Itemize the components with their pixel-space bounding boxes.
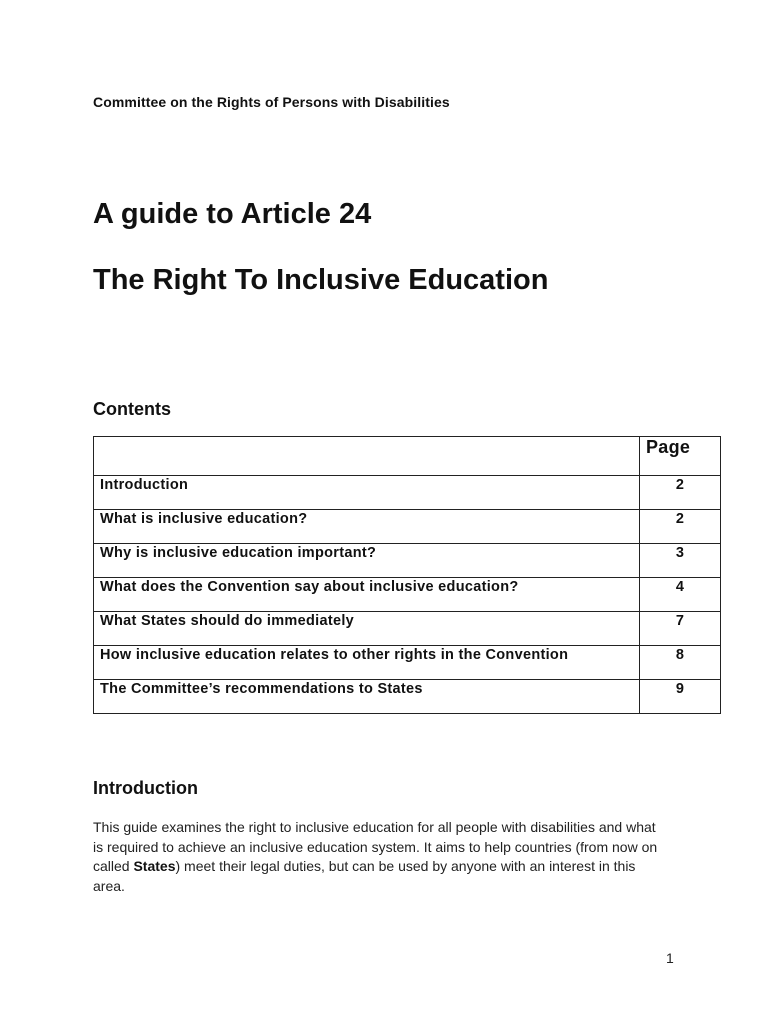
contents-entry-page: 7 [640, 612, 721, 646]
page-column-header: Page [646, 437, 691, 457]
contents-entry-label: What States should do immediately [94, 612, 640, 646]
contents-entry-page: 3 [640, 544, 721, 578]
committee-name: Committee on the Rights of Persons with Disabilities [93, 94, 450, 110]
contents-entry-label: How inclusive education relates to other rights in the Convention [94, 646, 640, 680]
contents-entry-label: The Committee’s recommendations to States [94, 680, 640, 714]
page-number: 1 [666, 950, 674, 966]
introduction-bold-term: States [133, 858, 176, 874]
contents-row [94, 646, 721, 680]
contents-row [94, 476, 721, 510]
introduction-paragraph [93, 818, 663, 896]
contents-header-label-cell [94, 437, 640, 476]
contents-header-page-cell [640, 437, 721, 476]
contents-entry-label: Introduction [94, 476, 640, 510]
document-subtitle: The Right To Inclusive Education [93, 264, 549, 296]
contents-entry-page: 4 [640, 578, 721, 612]
contents-row [94, 510, 721, 544]
contents-entry-label: What is inclusive education? [94, 510, 640, 544]
introduction-heading: Introduction [93, 778, 198, 798]
contents-entry-page: 9 [640, 680, 721, 714]
contents-entry-page: 2 [640, 476, 721, 510]
contents-header-row [94, 437, 721, 476]
contents-entry-page: 2 [640, 510, 721, 544]
introduction-text-before: This guide examines the right to inclusive education for all people with disabilities and what is required to achieve an inclusive education system. It aims to help countries (from now on called [93, 819, 658, 874]
contents-entry-page: 8 [640, 646, 721, 680]
contents-entry-label: What does the Convention say about inclusive education? [94, 578, 640, 612]
contents-heading: Contents [93, 399, 171, 419]
contents-entry-label: Why is inclusive education important? [94, 544, 640, 578]
contents-row [94, 578, 721, 612]
contents-row [94, 544, 721, 578]
introduction-text-after: ) meet their legal duties, but can be used by anyone with an interest in this area. [93, 858, 636, 894]
contents-row [94, 612, 721, 646]
contents-row [94, 680, 721, 714]
contents-table [93, 436, 721, 714]
document-title: A guide to Article 24 [93, 198, 372, 230]
